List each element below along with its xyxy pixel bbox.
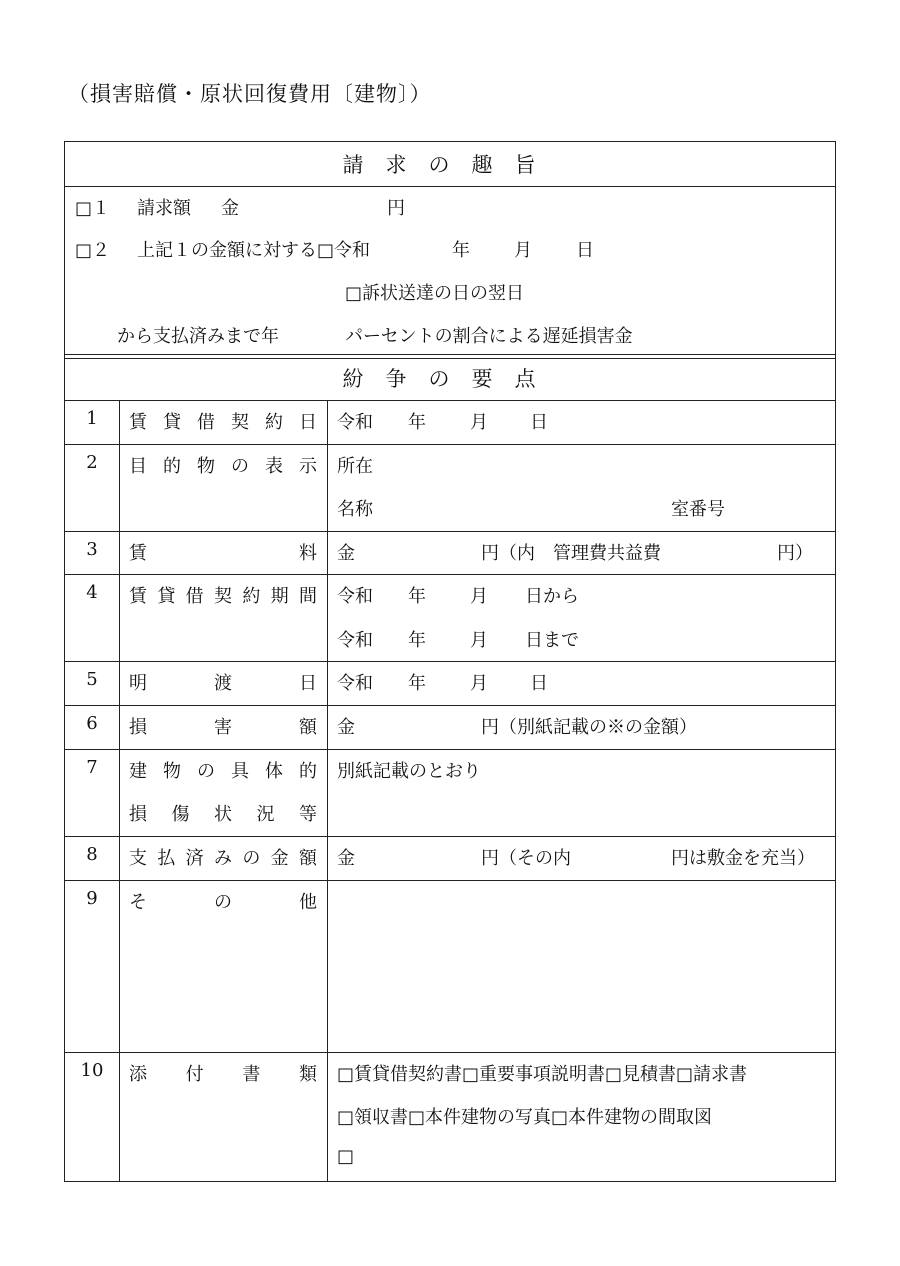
row-label: 添 付 書 類 bbox=[129, 1064, 317, 1085]
damage-detail[interactable]: 円（別紙記載の※の金額） bbox=[481, 717, 697, 738]
row-label: 賃 料 bbox=[129, 543, 317, 564]
claim-until-paid: から支払済みまで年 bbox=[117, 326, 279, 347]
row-number: 1 bbox=[86, 408, 98, 429]
damage-condition-value[interactable]: 別紙記載のとおり bbox=[337, 761, 481, 782]
row-label: 損 害 額 bbox=[129, 717, 317, 738]
row-divider bbox=[65, 836, 835, 837]
claim-section-title: 請求の趣旨 bbox=[342, 153, 558, 177]
attachments-line-1[interactable]: □賃貸借契約書□重要事項説明書□見積書□請求書 bbox=[337, 1064, 748, 1085]
contract-date-value[interactable]: 令和 年 月 日 bbox=[337, 412, 548, 433]
attachments-other-checkbox[interactable]: □ bbox=[337, 1146, 355, 1167]
paid-kin: 金 bbox=[337, 848, 355, 869]
divider bbox=[65, 358, 835, 359]
claim-month: 月 bbox=[514, 240, 532, 261]
contract-period-start[interactable]: 令和 年 月 日から bbox=[337, 586, 579, 607]
rent-detail[interactable]: 円（内 管理費共益費 bbox=[481, 543, 661, 564]
claim-day: 日 bbox=[576, 240, 594, 261]
attachments-line-2[interactable]: □領収書□本件建物の写真□本件建物の間取図 bbox=[337, 1107, 713, 1128]
row-divider bbox=[65, 749, 835, 750]
divider bbox=[65, 186, 835, 187]
row-label: 賃 貸 借 契 約 期 間 bbox=[129, 586, 317, 607]
row-number: 4 bbox=[86, 582, 98, 603]
row-label: 明 渡 日 bbox=[129, 673, 317, 694]
claim-year: 年 bbox=[452, 240, 470, 261]
other-notes-area[interactable] bbox=[337, 888, 817, 1038]
row-divider bbox=[65, 705, 835, 706]
claim-interest-text: 上記１の金額に対する□令和 bbox=[137, 240, 371, 261]
paid-detail[interactable]: 円（その内 bbox=[481, 848, 571, 869]
property-name[interactable]: 名称 bbox=[337, 499, 373, 520]
row-label: 目 的 物 の 表 示 bbox=[129, 456, 317, 477]
claim-late-interest: パーセントの割合による遅延損害金 bbox=[345, 326, 633, 347]
row-divider bbox=[65, 880, 835, 881]
row-number: 2 bbox=[86, 452, 98, 473]
claim-checkbox-1[interactable]: □１ bbox=[75, 198, 111, 219]
paid-deposit: 円は敷金を充当） bbox=[671, 848, 815, 869]
column-divider bbox=[119, 400, 120, 1181]
row-number: 6 bbox=[86, 713, 98, 734]
row-divider bbox=[65, 444, 835, 445]
divider bbox=[65, 354, 835, 355]
row-label: そ の 他 bbox=[129, 892, 317, 913]
row-divider bbox=[65, 531, 835, 532]
claim-service-date-option[interactable]: □訴状送達の日の翌日 bbox=[345, 283, 525, 304]
claim-checkbox-2[interactable]: □２ bbox=[75, 240, 111, 261]
points-section-title: 紛争の要点 bbox=[342, 367, 558, 391]
row-number: 10 bbox=[80, 1060, 104, 1081]
row-number: 8 bbox=[86, 844, 98, 865]
row-divider bbox=[65, 1052, 835, 1053]
row-number: 7 bbox=[86, 757, 98, 778]
vacate-date-value[interactable]: 令和 年 月 日 bbox=[337, 673, 548, 694]
row-label: 支 払 済 み の 金 額 bbox=[129, 848, 317, 869]
row-number: 3 bbox=[86, 539, 98, 560]
form-table bbox=[64, 141, 836, 1182]
claim-kin: 金 bbox=[221, 198, 239, 219]
property-location[interactable]: 所在 bbox=[337, 456, 373, 477]
rent-kin: 金 bbox=[337, 543, 355, 564]
column-divider bbox=[327, 400, 328, 1181]
row-divider bbox=[65, 661, 835, 662]
row-label: 賃 貸 借 契 約 日 bbox=[129, 412, 317, 433]
document-heading: （損害賠償・原状回復費用〔建物〕） bbox=[68, 82, 432, 106]
row-number: 9 bbox=[86, 888, 98, 909]
divider bbox=[65, 400, 835, 401]
contract-period-end[interactable]: 令和 年 月 日まで bbox=[337, 630, 579, 651]
damage-kin: 金 bbox=[337, 717, 355, 738]
row-number: 5 bbox=[86, 669, 98, 690]
row-label-line2: 損 傷 状 況 等 bbox=[129, 804, 317, 825]
rent-close: 円） bbox=[777, 543, 813, 564]
row-divider bbox=[65, 574, 835, 575]
claim-amount-label: 請求額 bbox=[137, 198, 191, 219]
room-number[interactable]: 室番号 bbox=[671, 499, 725, 520]
claim-yen: 円 bbox=[387, 198, 405, 219]
row-label: 建 物 の 具 体 的 bbox=[129, 761, 317, 782]
